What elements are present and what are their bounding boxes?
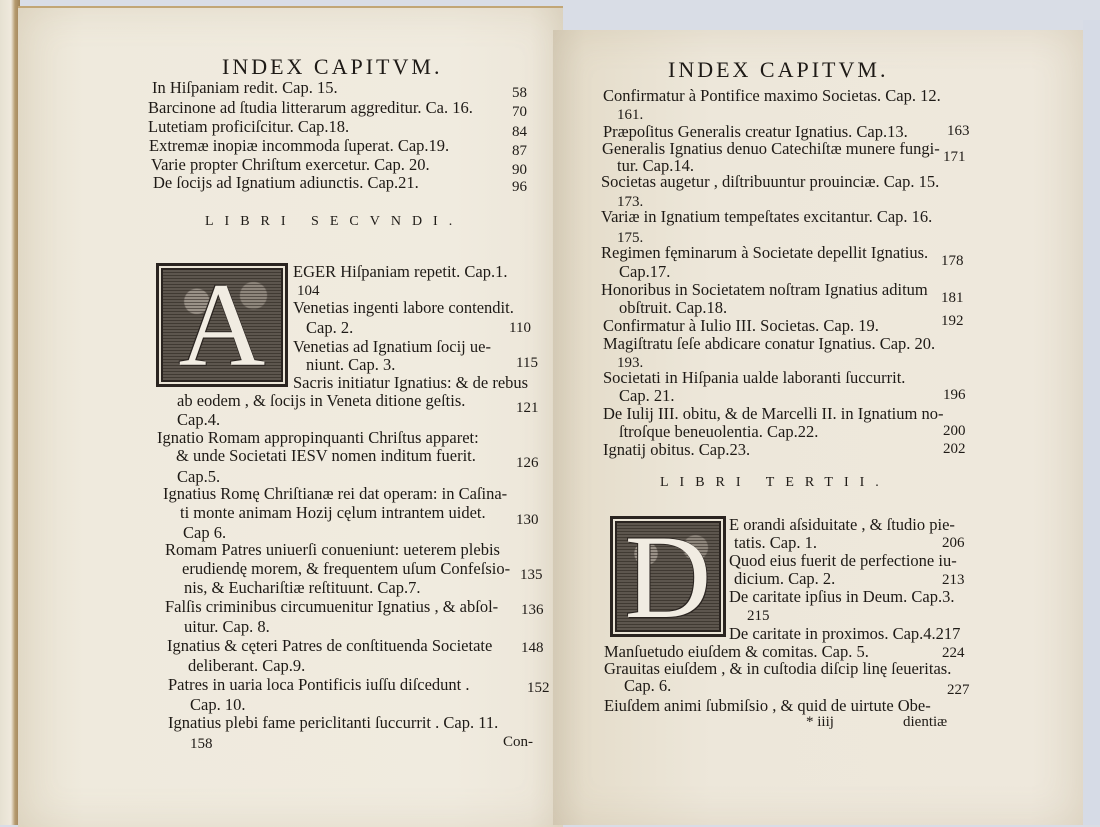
index-line: niunt. Cap. 3. bbox=[306, 355, 396, 374]
index-line: Ignatius plebi fame periclitanti ſuccurrit . Cap. 11. bbox=[168, 713, 499, 732]
index-line: Regimen fęminarum à Societate depellit Ignatius. bbox=[601, 243, 929, 262]
index-line: tur. Cap.14. bbox=[617, 156, 694, 175]
index-line: Ignatius & cęteri Patres de conſtituenda Societate bbox=[167, 636, 493, 655]
book-edge-left bbox=[0, 0, 20, 825]
index-entry: Varie propter Chriſtum exercetur. Cap. 20. bbox=[151, 155, 430, 174]
page-number: 135 bbox=[520, 567, 543, 583]
index-line: Honoribus in Societatem noſtram Ignatius aditum bbox=[601, 280, 928, 299]
index-line: E orandi aſsiduitate , & ſtudio pie- bbox=[729, 515, 955, 534]
index-entry: Extremæ inopiæ incommoda ſuperat. Cap.19. bbox=[149, 136, 450, 155]
index-line: Grauitas eiuſdem , & in cuſtodia diſcip linę ſeueritas. bbox=[604, 659, 952, 678]
page-number: 161. bbox=[617, 107, 644, 123]
index-line: Magiſtratu ſeſe abdicare conatur Ignatius. Cap. 20. bbox=[603, 334, 936, 353]
page-number: 152 bbox=[527, 680, 550, 696]
page-number: 193. bbox=[617, 355, 644, 371]
index-line: Manſuetudo eiuſdem & comitas. Cap. 5. bbox=[604, 642, 869, 661]
page-number: 178 bbox=[941, 253, 964, 269]
decorative-initial-d-icon: D bbox=[610, 516, 726, 637]
decorative-initial-a-icon: A bbox=[156, 263, 288, 387]
page-number: 173. bbox=[617, 194, 644, 210]
index-line: Cap 6. bbox=[183, 523, 227, 542]
index-line: De caritate in proximos. Cap.4.217 bbox=[729, 624, 961, 643]
index-line: uitur. Cap. 8. bbox=[184, 617, 270, 636]
index-line: Generalis Ignatius denuo Catechiſtæ munere fungi- bbox=[602, 139, 940, 158]
index-line: deliberant. Cap.9. bbox=[188, 656, 306, 675]
page-number: 110 bbox=[509, 320, 531, 336]
page-number: 115 bbox=[516, 355, 538, 371]
index-line: Falſis criminibus circumuenitur Ignatius , & abſol- bbox=[165, 597, 499, 616]
page-number: 213 bbox=[942, 572, 965, 588]
page-number: 224 bbox=[942, 645, 965, 661]
page-number: 227 bbox=[947, 682, 970, 698]
index-line: Variæ in Ignatium tempeſtates excitantur. Cap. 16. bbox=[601, 207, 933, 226]
index-entry: In Hiſpaniam redit. Cap. 15. bbox=[152, 78, 338, 97]
page-number: 202 bbox=[943, 441, 966, 457]
page-number: 121 bbox=[516, 400, 539, 416]
page-number: 58 bbox=[512, 85, 527, 101]
index-line: Ignatio Romam appropinquanti Chriſtus apparet: bbox=[157, 428, 479, 447]
index-line: nis, & Euchariſtiæ reſtituunt. Cap.7. bbox=[184, 578, 421, 597]
index-line: Eiuſdem animi ſubmiſsio , & quid de uirtute Obe- bbox=[604, 696, 931, 715]
index-line: Cap. 21. bbox=[619, 386, 675, 405]
index-line: Ignatius Romę Chriſtianæ rei dat operam: in Caſina- bbox=[163, 484, 508, 503]
index-line: Præpoſitus Generalis creatur Ignatius. Cap.13. bbox=[603, 122, 908, 141]
page-number: 158 bbox=[190, 736, 213, 752]
catchword: Con- bbox=[503, 734, 533, 750]
index-line: ſtroſque beneuolentia. Cap.22. bbox=[619, 422, 819, 441]
index-line: ab eodem , & ſocijs in Veneta ditione geſtis. bbox=[177, 391, 466, 410]
index-line: dicium. Cap. 2. bbox=[734, 569, 836, 588]
index-line: Romam Patres uniuerſi conueniunt: ueterem plebis bbox=[165, 540, 500, 559]
index-line: Venetias ingenti labore contendit. bbox=[293, 298, 514, 317]
index-line: EGER Hiſpaniam repetit. Cap.1. bbox=[293, 262, 508, 281]
page-number: 192 bbox=[941, 313, 964, 329]
index-line: Confirmatur à Pontifice maximo Societas. Cap. 12. bbox=[603, 86, 941, 105]
page-number: 70 bbox=[512, 104, 527, 120]
page-number: 126 bbox=[516, 455, 539, 471]
page-number: 163 bbox=[947, 123, 970, 139]
left-running-head: INDEX CAPITVM. bbox=[222, 54, 443, 79]
page-number: 136 bbox=[521, 602, 544, 618]
index-line: Societas augetur , diſtribuuntur prouinciæ. Cap. 15. bbox=[601, 172, 940, 191]
index-line: Sacris initiatur Ignatius: & de rebus bbox=[293, 373, 529, 392]
index-line: Venetias ad Ignatium ſocij ue- bbox=[293, 337, 491, 356]
index-line: erudiendę morem, & frequentem uſum Confeſsio- bbox=[182, 559, 511, 578]
page-number: 171 bbox=[943, 149, 966, 165]
index-line: Confirmatur à Iulio III. Societas. Cap. 19. bbox=[603, 316, 879, 335]
section-head-libri-tertii: LIBRI TERTII. bbox=[660, 475, 890, 490]
page-number: 84 bbox=[512, 124, 527, 140]
page-number: 104 bbox=[297, 283, 320, 299]
index-line: Cap.4. bbox=[177, 410, 221, 429]
index-line: Quod eius fuerit de perfectione iu- bbox=[729, 551, 957, 570]
index-entry: De ſocijs ad Ignatium adiunctis. Cap.21. bbox=[153, 173, 419, 192]
page-number: 215 bbox=[747, 608, 770, 624]
page-number: 96 bbox=[512, 179, 527, 195]
index-line: De caritate ipſius in Deum. Cap.3. bbox=[729, 587, 955, 606]
index-line: Cap. 2. bbox=[306, 318, 354, 337]
signature-mark: * iiij bbox=[806, 714, 834, 730]
index-line: & unde Societati IESV nomen inditum fuerit. bbox=[176, 446, 476, 465]
page-number: 87 bbox=[512, 143, 527, 159]
index-entry: Barcinone ad ſtudia litterarum aggreditur. Ca. 16. bbox=[148, 98, 473, 117]
index-line: obſtruit. Cap.18. bbox=[619, 298, 728, 317]
index-line: De Iulij III. obitu, & de Marcelli II. in Ignatium no- bbox=[603, 404, 944, 423]
page-number: 196 bbox=[943, 387, 966, 403]
index-line: ti monte animam Hozij cęlum intrantem uidet. bbox=[180, 503, 486, 522]
index-line: Cap. 10. bbox=[190, 695, 246, 714]
index-line: Cap.17. bbox=[619, 262, 671, 281]
index-line: Societati in Hiſpania ualde laboranti ſuccurrit. bbox=[603, 368, 906, 387]
index-line: Patres in uaria loca Pontificis iuſſu diſcedunt . bbox=[168, 675, 470, 694]
page-number: 181 bbox=[941, 290, 964, 306]
page-number: 200 bbox=[943, 423, 966, 439]
index-line: Ignatij obitus. Cap.23. bbox=[603, 440, 751, 459]
page-number: 148 bbox=[521, 640, 544, 656]
index-entry: Lutetiam proficiſcitur. Cap.18. bbox=[148, 117, 350, 136]
index-line: Cap.5. bbox=[177, 467, 221, 486]
background-edge bbox=[1083, 20, 1100, 825]
page-number: 130 bbox=[516, 512, 539, 528]
section-head-libri-secundi: LIBRI SECVNDI. bbox=[205, 214, 464, 229]
page-number: 175. bbox=[617, 230, 644, 246]
catchword: dientiæ bbox=[903, 714, 948, 730]
index-line: tatis. Cap. 1. bbox=[734, 533, 817, 552]
index-line: Cap. 6. bbox=[624, 676, 672, 695]
page-number: 90 bbox=[512, 162, 527, 178]
page-number: 206 bbox=[942, 535, 965, 551]
right-running-head: INDEX CAPITVM. bbox=[668, 57, 889, 82]
